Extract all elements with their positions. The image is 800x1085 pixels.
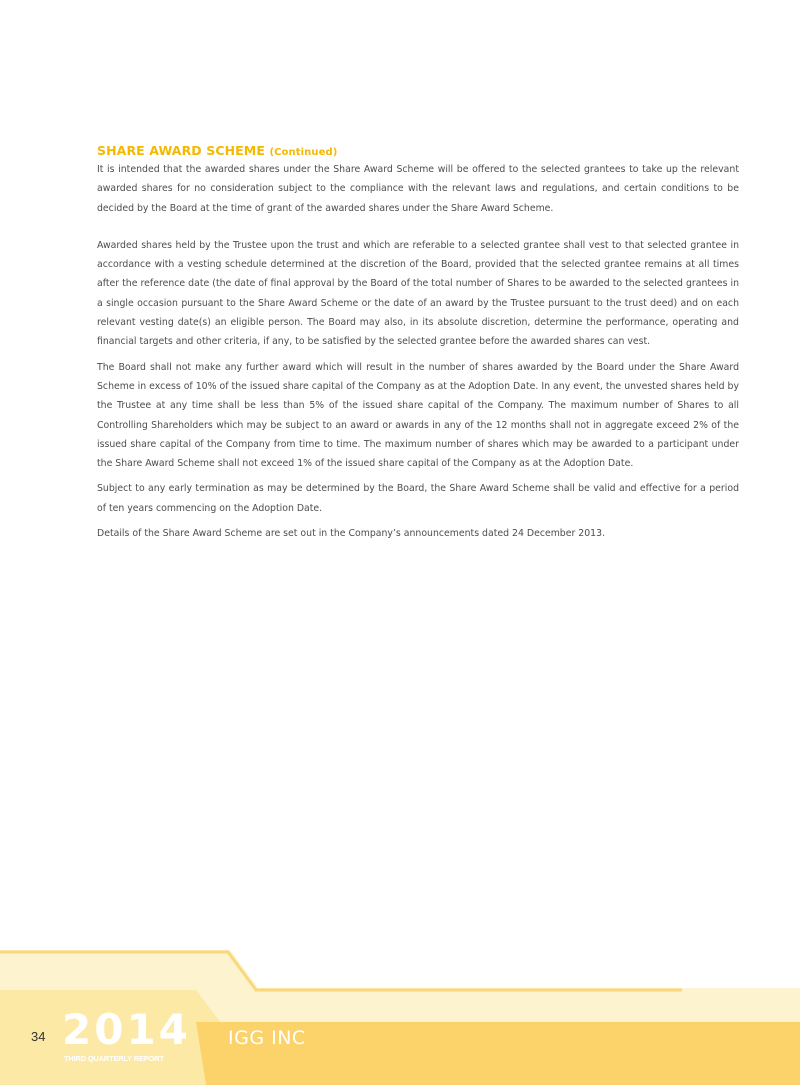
paragraph-vesting: Awarded shares held by the Trustee upon the trust and which are referable to a selected grantee shall vest to that selected grantee in accordance with a vesting schedule determined at the discretion of the Board, provided that the selected grantee remains at all times after the reference date (the date of final approval by the Board of the total number of Shares to be awarded to the selected grantees in a single occasion pursuant to the Share Award Scheme or the date of an award by the Trustee pursuant to the trust deed) and on each relevant vesting date(s) an eligible person. The Board may also, in its absolute discretion, determine the performance, operating and financial targets and other criteria, if any, to be satisfied by the selected grantee before the awarded shares can vest. [97, 239, 739, 348]
section-heading [97, 143, 739, 158]
company-name: IGG INC [228, 1027, 306, 1049]
page-footer [0, 940, 800, 1085]
report-label: THIRD QUARTERLY REPORT [64, 1054, 164, 1063]
section-heading-title: SHARE AWARD SCHEME [97, 143, 265, 158]
paragraph-grant-purpose: It is intended that the awarded shares under the Share Award Scheme will be offered to the selected grantees to take up the relevant awarded shares for no consideration subject to the compliance with the relevant laws and regulations, and certain conditions to be decided by the Board at the time of grant of the awarded shares under the Share Award Scheme. [97, 164, 739, 214]
section-heading-suffix: (Continued) [269, 147, 338, 158]
paragraph-details: Details of the Share Award Scheme are set out in the Company’s announcements dated 24 December 2013. [97, 528, 606, 540]
page-number: 34 [31, 1029, 46, 1044]
report-year-logo [62, 1005, 191, 1070]
page-content [97, 143, 739, 543]
paragraph-award-limits: The Board shall not make any further award which will result in the number of shares awarded by the Board under the Share Award Scheme in excess of 10% of the issued share capital of the Company as at the Adoption Date. In any event, the unvested shares held by the Trustee at any time shall be less than 5% of the issued share capital of the Company. The maximum number of Shares to all Controlling Shareholders which may be subject to an award or awards in any of the 12 months shall not in aggregate exceed 2% of the issued share capital of the Company from time to time. The maximum number of shares which may be awarded to a participant under the Share Award Scheme shall not exceed 1% of the issued share capital of the Company as at the Adoption Date. [97, 361, 739, 470]
report-year: 2014 [62, 1005, 191, 1054]
paragraph-duration: Subject to any early termination as may be determined by the Board, the Share Award Scheme shall be valid and effective for a period of ten years commencing on the Adoption Date. [97, 483, 739, 514]
